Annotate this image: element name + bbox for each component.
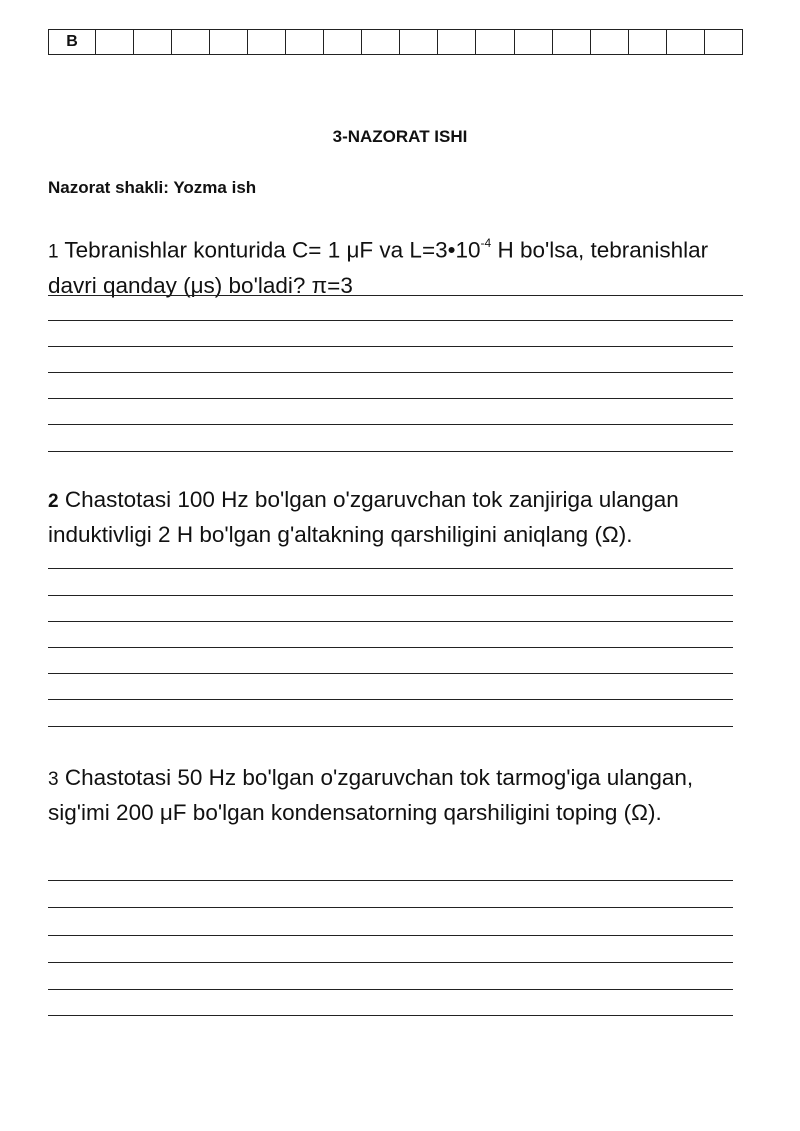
question-2 <box>48 483 743 551</box>
grid-cell-label: B <box>49 30 96 55</box>
question-text: Chastotasi 50 Hz bo'lgan o'zgaruvchan tok tarmog'iga ulangan, sig'imi 200 μF bo'lgan kondensatorning qarshiligini toping (Ω). <box>48 765 694 825</box>
answer-line[interactable] <box>48 935 733 936</box>
grid-cell[interactable] <box>590 30 628 55</box>
grid-cell[interactable] <box>400 30 438 55</box>
question-text: 10 <box>455 237 481 263</box>
answer-line[interactable] <box>48 295 743 296</box>
answer-line[interactable] <box>48 595 733 596</box>
grid-cell[interactable] <box>362 30 400 55</box>
grid-cell[interactable] <box>210 30 248 55</box>
question-number: 2 <box>48 491 59 512</box>
grid-row <box>49 30 743 55</box>
answer-line[interactable] <box>48 451 733 452</box>
grid-cell[interactable] <box>628 30 666 55</box>
exponent: -4 <box>480 236 492 250</box>
question-text: Tebranishlar konturida C= 1 μF va L=3 <box>58 237 448 263</box>
page-title: 3-NAZORAT ISHI <box>332 127 468 146</box>
grid-cell[interactable] <box>704 30 742 55</box>
student-id-grid <box>48 29 743 55</box>
answer-line[interactable] <box>48 647 733 648</box>
bullet-icon: • <box>447 237 456 263</box>
grid-cell[interactable] <box>324 30 362 55</box>
question-text: H bo'lsa, tebranishlar davri qanday (μs) bo'ladi? π=3 <box>48 237 709 298</box>
answer-line[interactable] <box>48 568 733 569</box>
answer-line[interactable] <box>48 673 733 674</box>
question-number: 1 <box>48 241 59 263</box>
grid-cell[interactable] <box>248 30 286 55</box>
answer-line[interactable] <box>48 346 733 347</box>
answer-line[interactable] <box>48 699 733 700</box>
form-label: Nazorat shakli: Yozma ish <box>48 178 257 197</box>
question-3 <box>48 761 718 829</box>
grid-cell[interactable] <box>666 30 704 55</box>
answer-line[interactable] <box>48 424 733 425</box>
answer-line[interactable] <box>48 907 733 908</box>
answer-line[interactable] <box>48 320 733 321</box>
answer-line[interactable] <box>48 398 733 399</box>
grid-cell[interactable] <box>172 30 210 55</box>
answer-line[interactable] <box>48 880 733 881</box>
question-1 <box>48 229 738 302</box>
grid-cell[interactable] <box>134 30 172 55</box>
answer-line[interactable] <box>48 1015 733 1016</box>
grid-cell[interactable] <box>286 30 324 55</box>
grid-cell[interactable] <box>552 30 590 55</box>
grid-cell[interactable] <box>476 30 514 55</box>
question-text: Chastotasi 100 Hz bo'lgan o'zgaruvchan tok zanjiriga ulangan induktivligi 2 H bo'lgan g'altakning qarshiligini aniqlang (Ω). <box>48 487 679 547</box>
grid-cell[interactable] <box>96 30 134 55</box>
grid-cell[interactable] <box>438 30 476 55</box>
question-number: 3 <box>48 769 59 790</box>
grid-cell[interactable] <box>514 30 552 55</box>
answer-line[interactable] <box>48 372 733 373</box>
answer-line[interactable] <box>48 726 733 727</box>
answer-line[interactable] <box>48 621 733 622</box>
answer-line[interactable] <box>48 962 733 963</box>
answer-line[interactable] <box>48 989 733 990</box>
